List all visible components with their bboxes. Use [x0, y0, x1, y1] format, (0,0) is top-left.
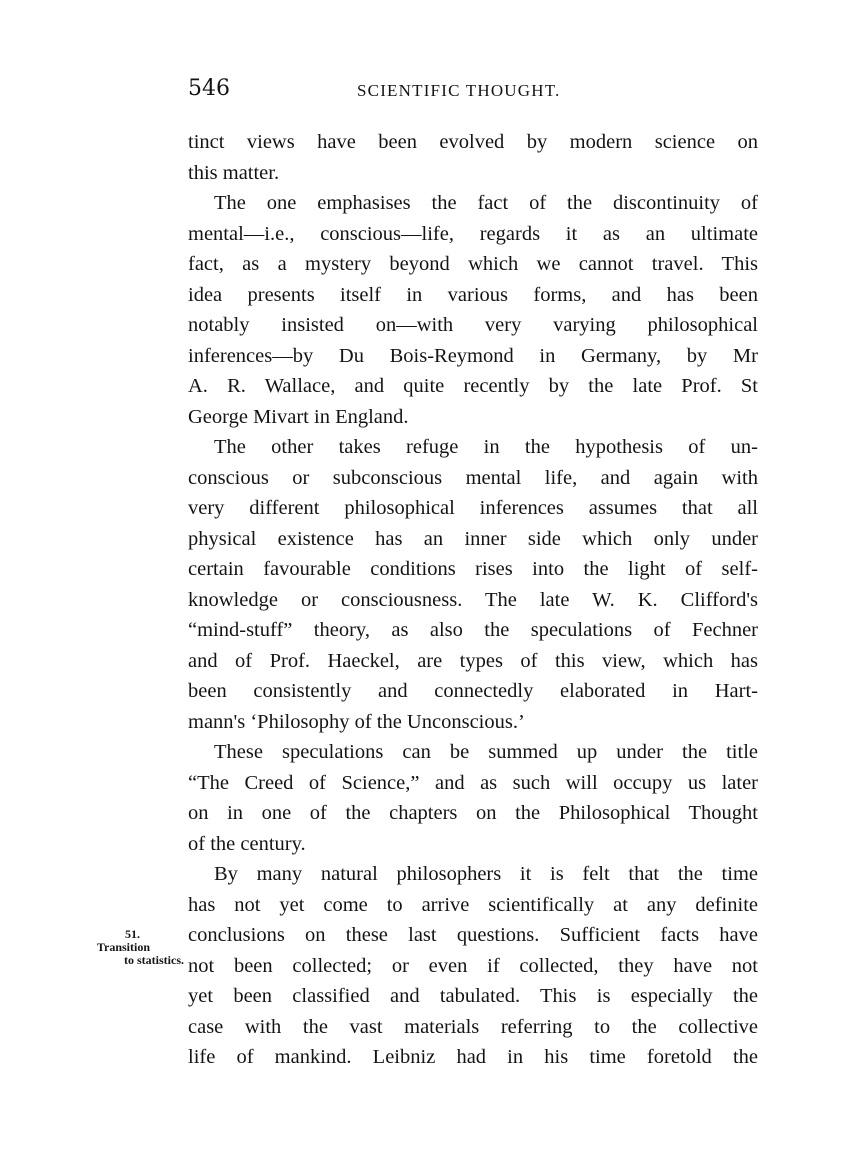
text-line: “mind-stuff” theory, as also the speculations of Fechner: [188, 619, 758, 641]
text-line: case with the vast materials referring to the collective: [188, 1015, 758, 1038]
body-text: [188, 127, 758, 1073]
text-line: not been collected; or even if collected, they have not: [188, 954, 758, 977]
text-line: “The Creed of Science,” and as such will occupy us later: [188, 771, 758, 794]
page-number: 546: [188, 76, 230, 101]
text-line: tinct views have been evolved by modern science on: [188, 131, 758, 153]
text-line: mental—i.e., conscious—life, regards it as an ultimate: [188, 222, 758, 245]
text-line: idea presents itself in various forms, and has been: [188, 283, 758, 306]
text-line: very different philosophical inferences assumes that all: [188, 497, 758, 519]
margin-note-line: to statistics.: [124, 953, 184, 967]
text-line: life of mankind. Leibniz had in his time foretold the: [188, 1046, 758, 1068]
text-line: inferences—by Du Bois-Reymond in Germany, by Mr: [188, 344, 758, 367]
text-line: certain favourable conditions rises into the light of self-: [188, 558, 758, 580]
text-line: conscious or subconscious mental life, and again with: [188, 466, 758, 489]
text-line: on in one of the chapters on the Philosophical Thought: [188, 802, 758, 824]
text-line: physical existence has an inner side which only under: [188, 527, 758, 550]
margin-note-line: Transition: [96, 940, 150, 954]
text-line: of the century.: [188, 832, 306, 855]
margin-note: [74, 928, 184, 967]
running-title: SCIENTIFIC THOUGHT.: [357, 81, 561, 100]
margin-note-number: 51.: [125, 927, 140, 941]
text-line: notably insisted on—with very varying philosophical: [188, 314, 758, 336]
text-line: yet been classified and tabulated. This is especially the: [188, 985, 758, 1007]
text-line: The other takes refuge in the hypothesis of un-: [214, 436, 758, 458]
text-line: George Mivart in England.: [188, 405, 409, 428]
running-header: [0, 74, 850, 104]
text-line: has not yet come to arrive scientifically at any definite: [188, 893, 758, 916]
text-line: mann's ‘Philosophy of the Unconscious.’: [188, 710, 525, 733]
text-line: and of Prof. Haeckel, are types of this view, which has: [188, 649, 758, 672]
text-line: conclusions on these last questions. Sufficient facts have: [188, 924, 758, 946]
text-line: been consistently and connectedly elaborated in Hart-: [188, 680, 758, 702]
text-line: These speculations can be summed up under the title: [214, 741, 758, 763]
text-line: this matter.: [188, 161, 280, 184]
text-line: The one emphasises the fact of the discontinuity of: [214, 192, 758, 214]
text-line: By many natural philosophers it is felt that the time: [214, 863, 758, 885]
text-line: knowledge or consciousness. The late W. K. Clifford's: [188, 588, 758, 611]
text-line: fact, as a mystery beyond which we cannot travel. This: [188, 253, 758, 275]
text-line: A. R. Wallace, and quite recently by the late Prof. St: [188, 375, 758, 397]
